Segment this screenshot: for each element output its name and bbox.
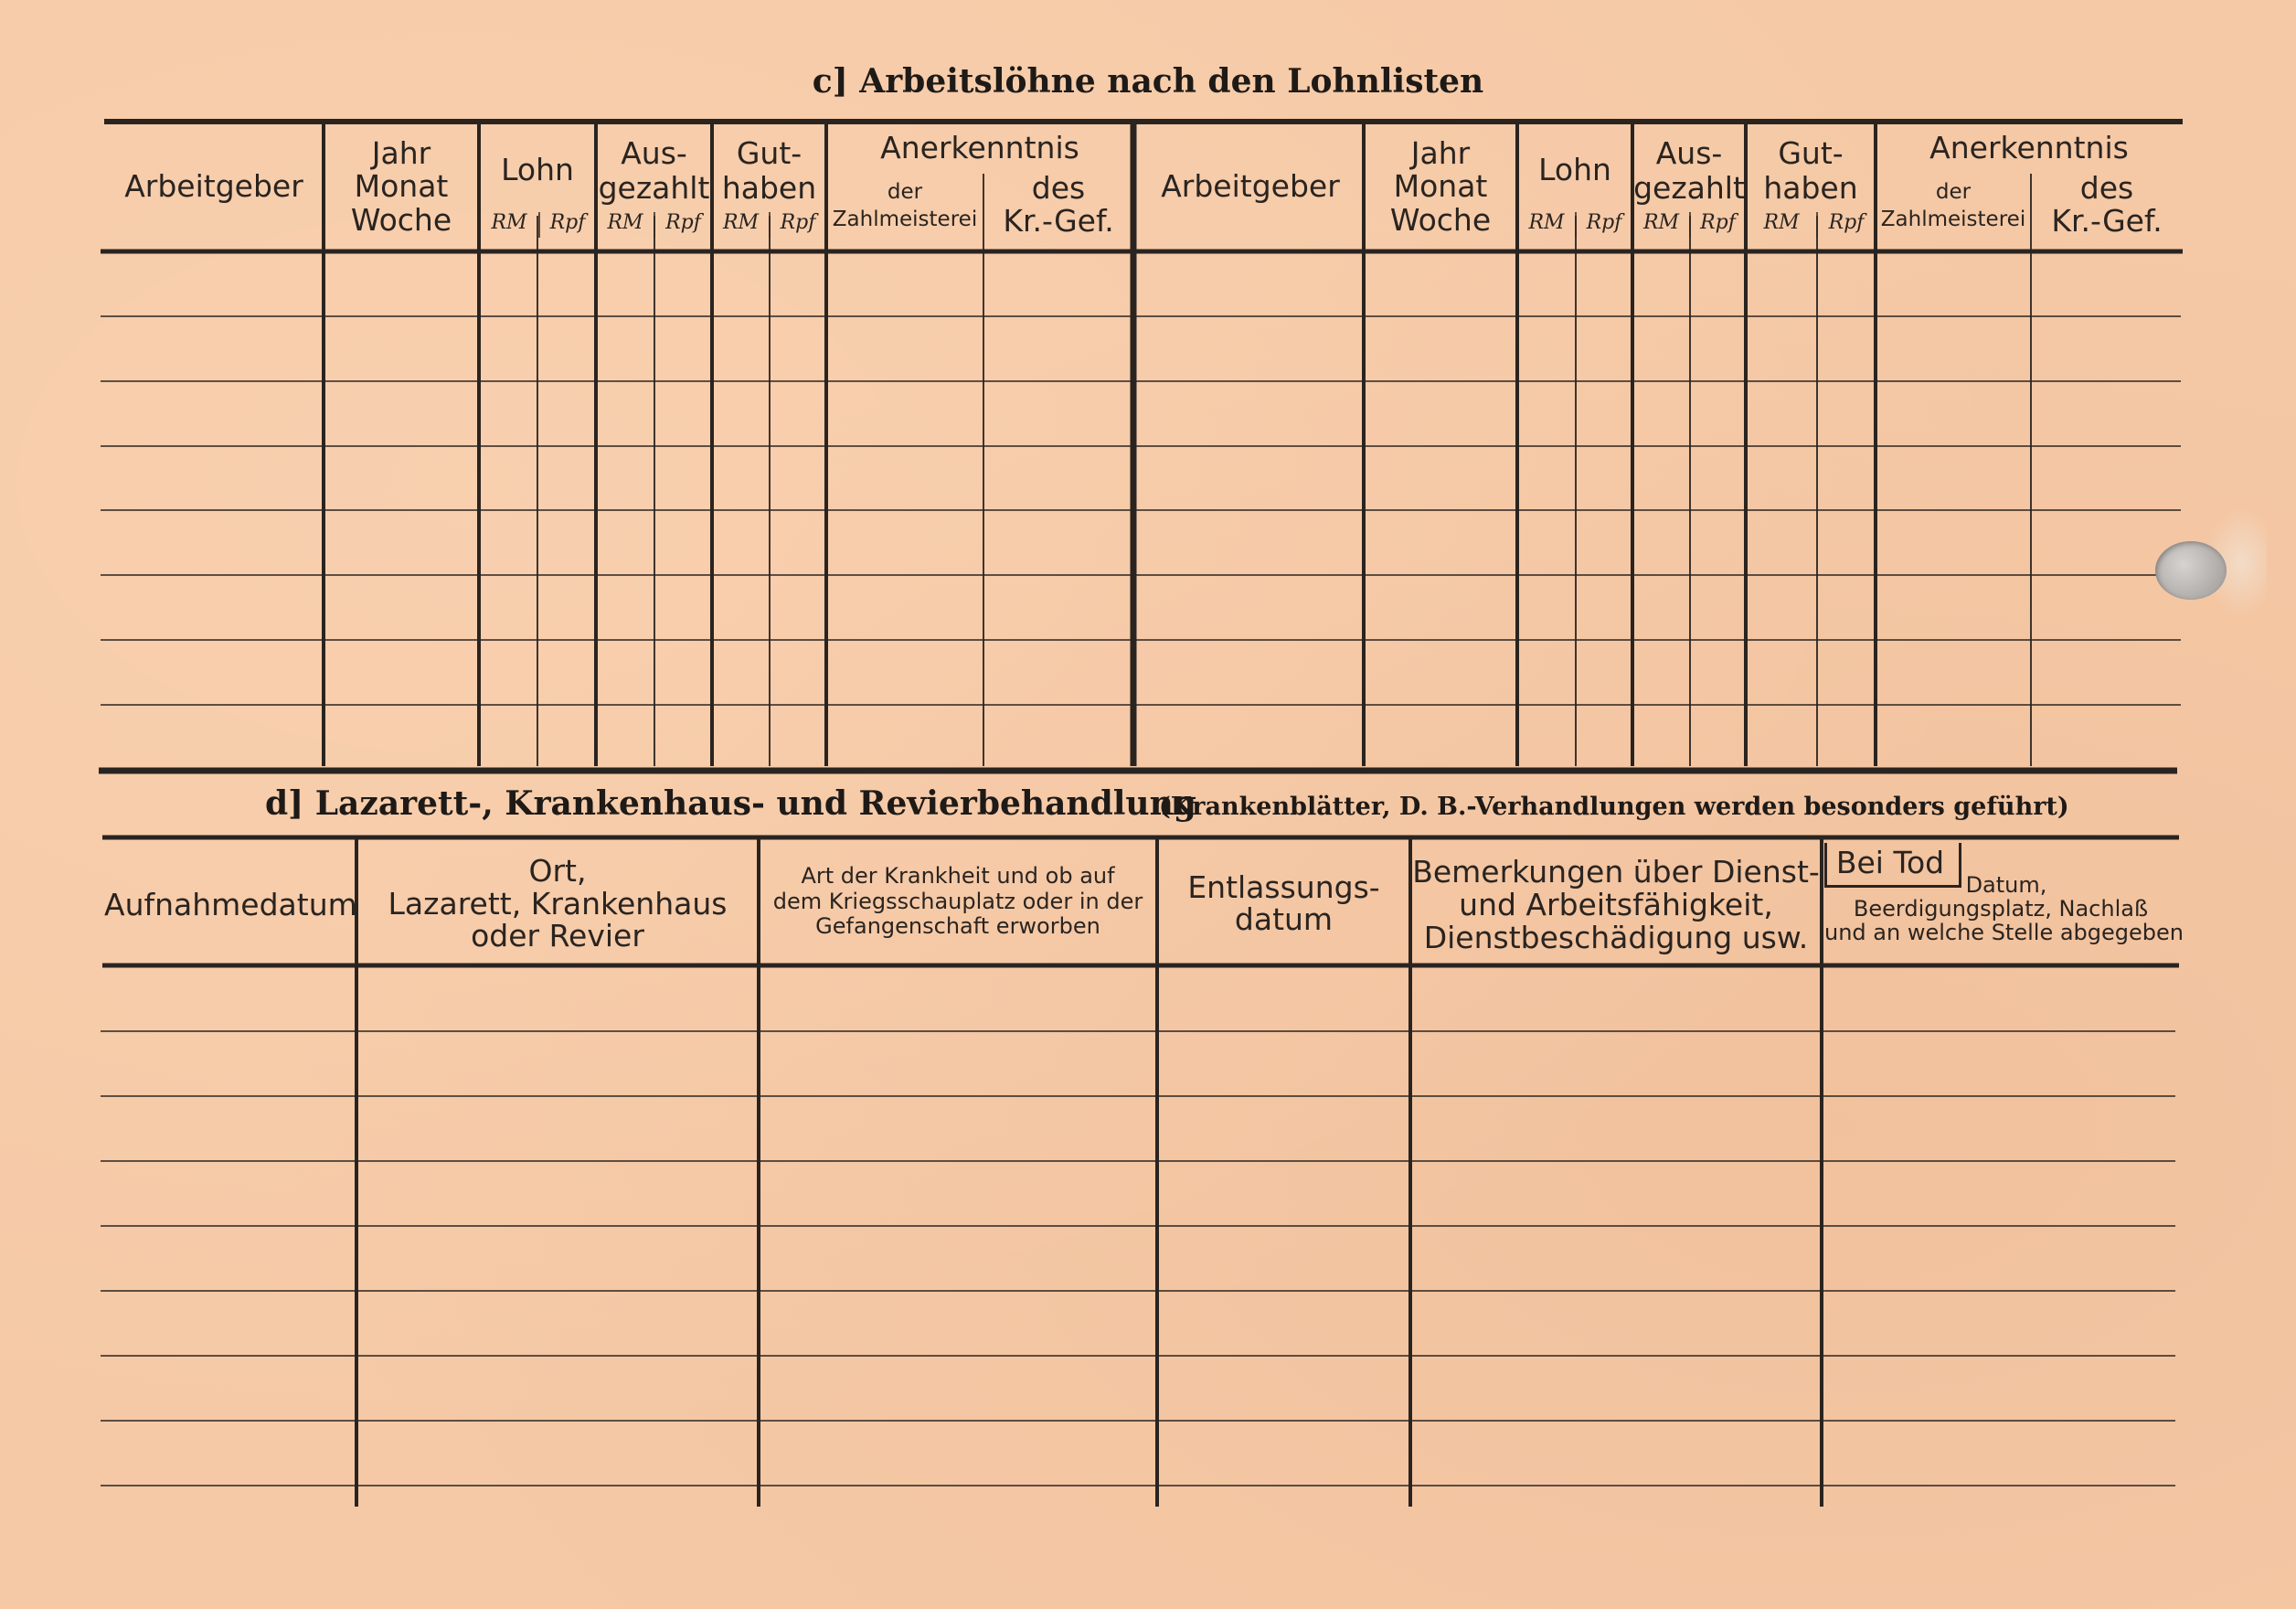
col-haben-right: haben <box>1763 170 1858 206</box>
anerk-krgef-right: Kr.-Gef. <box>2051 203 2163 239</box>
col-ort-line1: Ort, <box>528 853 587 889</box>
col-entlassung-line2: datum <box>1234 901 1334 937</box>
anerk-der-right: der <box>1935 180 1972 204</box>
anerk-der-left: der <box>887 180 923 204</box>
col-monat-right: Monat <box>1393 168 1488 204</box>
punch-hole <box>2155 541 2227 600</box>
anerk-des-left: des <box>1031 170 1086 206</box>
col-tod-line2: Beerdigungsplatz, Nachlaß <box>1853 896 2149 922</box>
col-arbeitgeber-right: Arbeitgeber <box>1161 168 1340 204</box>
col-gut-left: Gut- <box>736 135 803 171</box>
section-c-title: c] Arbeitslöhne nach den Lohnlisten <box>812 62 1484 101</box>
sec-d-row-lines <box>101 1031 2175 1486</box>
col-art-line2: dem Kriegsschauplatz oder in der <box>772 889 1143 914</box>
sec-c-right-subcolumns <box>1576 170 2031 766</box>
guthaben-rm-right: RM <box>1763 211 1800 234</box>
col-aus-right: Aus- <box>1655 135 1723 171</box>
lohn-rpf-right: Rpf <box>1586 211 1622 234</box>
col-aufnahmedatum: Aufnahmedatum <box>104 887 357 922</box>
col-lohn-left: Lohn <box>501 152 574 187</box>
lohn-rpf-left: Rpf <box>549 211 586 234</box>
col-arbeitgeber-left: Arbeitgeber <box>124 168 303 204</box>
col-jahr-left: Jahr <box>371 135 431 171</box>
col-anerkenntnis-left: Anerkenntnis <box>880 130 1079 165</box>
anerk-krgef-left: Kr.-Gef. <box>1003 203 1114 239</box>
sec-c-left-subcolumns <box>537 170 983 766</box>
col-jahr-right: Jahr <box>1410 135 1471 171</box>
col-art-line3: Gefangenschaft erworben <box>815 913 1100 939</box>
guthaben-rpf-right: Rpf <box>1828 211 1865 234</box>
col-art-line1: Art der Krankheit und ob auf <box>801 863 1115 889</box>
lohn-rm-left: RM <box>491 211 527 234</box>
col-haben-left: haben <box>721 170 817 206</box>
col-tod-line3: und an welche Stelle abgegeben <box>1824 920 2184 945</box>
ausgezahlt-rpf-left: Rpf <box>665 211 701 234</box>
guthaben-rpf-left: Rpf <box>780 211 816 234</box>
col-woche-left: Woche <box>350 202 452 238</box>
col-aus-left: Aus- <box>621 135 687 171</box>
anerk-des-right: des <box>2079 170 2134 206</box>
guthaben-rm-left: RM <box>722 211 760 234</box>
col-woche-right: Woche <box>1389 202 1492 238</box>
sec-c-row-lines <box>101 316 2181 705</box>
col-bemerkungen-line1: Bemerkungen über Dienst- <box>1412 854 1820 890</box>
anerk-zahlmeisterei-left: Zahlmeisterei <box>832 208 978 231</box>
col-gut-right: Gut- <box>1778 135 1844 171</box>
col-ort-line3: oder Revier <box>471 918 644 954</box>
ausgezahlt-rm-right: RM <box>1642 211 1680 234</box>
section-d-title: d] Lazarett-, Krankenhaus- und Revierbehandlung <box>265 784 1196 823</box>
ausgezahlt-rpf-right: Rpf <box>1700 211 1736 234</box>
col-monat-left: Monat <box>354 168 449 204</box>
col-anerkenntnis-right: Anerkenntnis <box>1929 130 2129 165</box>
col-bemerkungen-line2: und Arbeitsfähigkeit, <box>1459 887 1773 922</box>
col-gezahlt-left: gezahlt <box>598 170 710 206</box>
bei-tod-label: Bei Tod <box>1835 845 1945 880</box>
col-tod-line1: Datum, <box>1965 872 2047 898</box>
lohn-rm-right: RM <box>1528 211 1565 234</box>
col-ort-line2: Lazarett, Krankenhaus <box>388 886 728 922</box>
ausgezahlt-rm-left: RM <box>607 211 643 234</box>
col-gezahlt-right: gezahlt <box>1633 170 1745 206</box>
anerk-zahlmeisterei-right: Zahlmeisterei <box>1880 208 2026 231</box>
section-d-note: (Krankenblätter, D. B.-Verhandlungen werden besonders geführt) <box>1159 793 2069 821</box>
col-entlassung-line1: Entlassungs- <box>1187 869 1380 905</box>
col-bemerkungen-line3: Dienstbeschädigung usw. <box>1423 920 1809 955</box>
col-lohn-right: Lohn <box>1538 152 1611 187</box>
